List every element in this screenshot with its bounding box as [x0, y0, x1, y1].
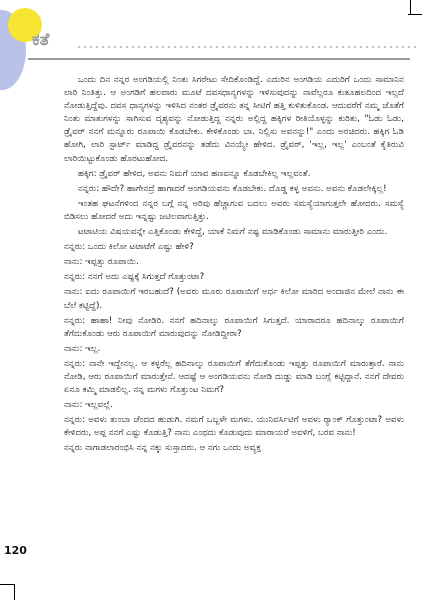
paragraph: ನನ್ನರು: ಒಂದು ಕಿಲೋ ಟಟಾಟೆಗೆ ಎಷ್ಟು ಹೇಳಿ? [64, 242, 194, 253]
decorative-dot-line [76, 46, 420, 48]
paragraph: ನಾನು: ಇಲ್ಲ. [64, 343, 101, 354]
paragraph: ನಾನು: ಇಲ್ಲವಲ್ಲೆ. [64, 400, 113, 411]
crop-mark-bottom-left-h [0, 584, 14, 585]
crop-mark-top-right-h [408, 14, 422, 15]
paragraph: ನನ್ನರು: ಹಾಹಾ! ನೀವು ನೋಡಿರಿ. ನನಗೆ ಹದಿನಾಲ್ಕು ರೂಪಾಯಿಗೆ ಸಿಗುತ್ತದೆ. ಯಾರಾದರೂ ಹದಿನಾಲ್ಕು ರೂಪಾಯಿಗೆ ತೆಗೆದುಕೊಂಡು ಆರು ರೂಪಾಯಿಗೆ ಮಾರುವುದನ್ನು ನೋಡಿದ್ದೀರಾ? [64, 315, 404, 339]
paragraph: ಒಂದು ದಿನ ನನ್ನರ ಅಂಗಡಿಯಲ್ಲಿ ನಿಂತು ಸಿಗರೇಟು ಸೇದಿಕೊಂಡಿದ್ದೆ. ಎದುರಿನ ಅಂಗಡಿಯ ಎದುರಿಗೆ ಒಂದು ಸಾಮಾನಿನ ಲಾರಿ ನಿಂತಿತ್ತು. ಆ ಅಂಗಡಿಗೆ ಹಲವಾರು ಮೂಟೆ ದವಸಧಾನ್ಯಗಳನ್ನು ಇಳಿಸುವುದನ್ನು ನಾವೆಲ್ಲರೂ ಕುತೂಹಲದಿಂದ ಇಲ್ಲದೆ ನೋಡುತ್ತಿದ್ದೆವು. ದವಸ ಧಾನ್ಯಗಳನ್ನು ಇಳಿಸಿದ ನಂತರ ಡ್ರೈವರನು ತನ್ನ ಸೀಟಿಗೆ ಹತ್ತಿ ಕುಳಿತುಕೊಂಡ. ಆದುವರೆಗೆ ನಮ್ಮ ಜೊತೆಗೆ ನಿಂತು ಮಾತುಗಳನ್ನು ಸಾಗಿಸುವ ದೃಶ್ಯವನ್ನು ನೋಡುತ್ತಿದ್ದ ನನ್ನರು ಅಲ್ಲಿದ್ದ ಹಕ್ಕಿಗಳ ರೀತಿಯೊಳ್ಳನ್ನು ಕುರಿತು, "ಓಡು ಓಡು, ಡ್ರೈವರ್ ನನಗೆ ಮನ್ನೂರು ರೂಪಾಯಿ ಕೊಡಬೇಕು. ಕೇಳಿಕೊಂಡು ಬಾ. ನಿಲ್ಲಿಸು ಅವನನ್ನು!" ಎಂದು ಅರಚಿದರು. ಹಕ್ಕಿಗ ಓಡಿ ಹೋಗಿ, ಲಾರಿ ಸ್ಟಾರ್ಟ್ ಮಾಡಿದ್ದ ಡ್ರೈವರನನ್ನು ತಡೆದು ವಿನಯ್ಯೇ ಹೇಳಿದ. ಡ್ರೈವರ್, 'ಇಲ್ಲ, ಇಲ್ಲ' ಎಂಬಂತೆ ಕೈತಿರುವಿ ಲಾರಿಯಿಟ್ಟುಕೊಂಡು ಹೊರಟುಹೋದ. [64, 75, 404, 164]
story-body [64, 74, 404, 574]
section-label: ಕತೆ [32, 30, 50, 50]
paragraph: ಹಕ್ಕಿಗ: ಡ್ರೈವರ್ ಹೇಳಿದ, ಅವನು ನಿಮಗೆ ಯಾವ ಹಣವನ್ನೂ ಕೊಡಬೇಕಿಲ್ಲ ಇಲ್ಲವಂತೆ. [78, 168, 311, 179]
section-divider [28, 58, 410, 60]
paragraph: ನನ್ನರು ನಾಗಾಡಲಾರಂಭಿಸಿ ನನ್ನ ನಕ್ಕು ಸುಸ್ತಾದರು. ಆ ನಗು ಒಂದು ಅವ್ಯಕ್ತ [64, 443, 261, 454]
page-number: 120 [4, 544, 27, 557]
paragraph: ನಾನು: ಐದು ರೂಪಾಯಿಗೆ ಇರಬಹುದೆ? (ಅವರು ಮೂರು ರೂಪಾಯಿಗೆ ಅರ್ಧ ಕಿಲೋ ಮಾರಿದ ಅಂದಾಜಿನ ಮೇಲೆ ನಾನು ಈ ಬೆಲೆ ಕಟ್ಟಿದ್ದೆ). [64, 287, 404, 311]
paragraph: ನನ್ನರು: ನಾನೇ ಇದ್ದೇನಲ್ಲ. ಆ ಕಳ್ಳರೆಲ್ಲ ಹದಿನಾಲ್ಕು ರೂಪಾಯಿಗೆ ತೆಗೆದುಕೊಂಡು ಇಪ್ಪತ್ತು ರೂಪಾಯಿಗೆ ಮಾರುತ್ತಾರೆ. ನಾನು ನೋಡಿ, ಆರು ರೂಪಾಯಿಗೆ ಮಾರುತ್ತೇನೆ. ಆದಷ್ಟೆ ಆ ಅಂಗಡಿಯವನು ನೋಡಿ ದುಡ್ಡು ಮಾಡಿ ಬಂಗ್ಲೆ ಕಟ್ಟಿದ್ದಾನೆ. ನನಗೆ ದೇವರು ಏನೂ ಕಮ್ಮಿ ಮಾಡಲಿಲ್ಲ. ನನ್ನ ಮಗಳು ಗೊತ್ತುಂಟ ನಿಮಗೆ? [64, 358, 404, 396]
paragraph: ನನ್ನರು: ನನಗೆ ಅದು ಎಷ್ಟಕ್ಕೆ ಸಿಗುತ್ತದೆ ಗೊತ್ತುಂಟಾ? [64, 272, 205, 283]
crop-mark-top-right [410, 0, 411, 14]
paragraph: ಟಟಾಟಿಯ ವಿಷಯವನ್ನೇ ಎತ್ತಿಕೊಂಡು ಕೇಳಿದ್ದೆ, ಯಾಕೆ ನಿಮಗೆ ನಷ್ಟ ಮಾಡಿಕೊಂಡು ಸಾಮಾನು ಮಾರುತ್ತೀರಿ ಎಂದು. [78, 227, 388, 238]
paragraph: ನಾನು: ಇಪ್ಪತ್ತು ರೂಪಾಯಿ. [64, 257, 139, 268]
paragraph: ಇಂತಹ ಘಟನೆಗಳಿಂದ ನನ್ನರ ಬಗ್ಗೆ ನನ್ನ ಅರಿವು ಹೆಚ್ಚಾಗುವ ಬದಲು ಅವರು ಸಮಸ್ಯೆಯಾಗುತ್ತಲೇ ಹೋದರು. ಸಮಸ್ಯೆ ಬಿಡಿಸಲು ಹೋದರೆ ಅದು ಇನ್ನಷ್ಟು ಜಟಿಲವಾಗುತ್ತಿತ್ತು. [64, 198, 404, 222]
paragraph: ನನ್ನರು: ಹೌದೇ? ಹಾಗೇನದ್ರೆ ಹಾಗಾದರೆ ಅಂಗಡಿಯವನು ಕೊಡಬೇಕು. ದೊಡ್ಡ ಕಳ್ಳ ಅವನು. ಅವನು ಕೊಡಲೇಕ್ಕಿಲ್ಲ! [78, 183, 387, 194]
crop-mark-bottom-left [14, 584, 15, 600]
paragraph: ನನ್ನರು: ಅವಳು ತುಂಬಾ ಚೆಂದದ ಹುಡುಗಿ. ನಮಗೆ ಒಬ್ಬಳೇ ಮಗಳು. ಯುನಿವರ್ಸಿಟಿಗೆ ಅವಳು ರ್‍ಯಾಂಕ್ ಗೊತ್ತುಂಟಾ? ಅವಳು ಕೇಳಿದರು, ಅಪ್ಪ ನನಗೆ ಎಷ್ಟು ಕೊಡುತ್ತಿ? ನಾನು ಎಂಥದು ಕೊಡುವುದು ಮಾರಾಯರೆ ಅವಳಿಗೆ, ಬರವ ನಾನು! [64, 415, 404, 439]
